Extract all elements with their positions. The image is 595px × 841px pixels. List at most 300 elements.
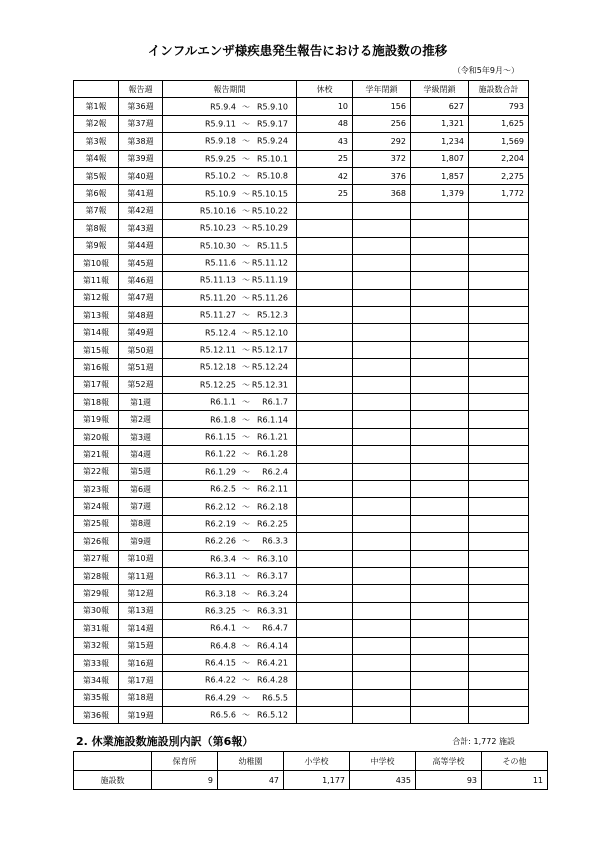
class-closure-count	[411, 289, 469, 306]
period-tilde: ～	[242, 519, 250, 529]
period-tilde: ～	[242, 258, 250, 268]
class-closure-count	[411, 359, 469, 376]
table-row	[74, 167, 529, 184]
report-week: 第16週	[119, 654, 163, 671]
closure-count: 10	[297, 98, 353, 115]
period-end: R5.11.19	[251, 275, 288, 285]
class-closure-count	[411, 637, 469, 654]
report-week: 第2週	[119, 411, 163, 428]
grade-closure-count	[353, 428, 411, 445]
period-end: R6.3.31	[256, 606, 288, 616]
report-number: 第20報	[74, 428, 119, 445]
total-count	[469, 289, 529, 306]
facility-header-junior-high: 中学校	[350, 752, 416, 771]
report-period	[163, 585, 297, 602]
period-tilde: ～	[242, 223, 250, 233]
header-grade-closure: 学年閉鎖	[353, 81, 411, 98]
period-start: R6.3.4	[210, 554, 236, 564]
grade-closure-count: 292	[353, 133, 411, 150]
report-number: 第6報	[74, 185, 119, 202]
period-end: R6.3.10	[256, 554, 288, 564]
period-tilde: ～	[242, 362, 250, 372]
closure-count	[297, 672, 353, 689]
period-start: R5.10.2	[204, 171, 236, 181]
period-tilde: ～	[242, 171, 250, 181]
closure-count	[297, 707, 353, 724]
closure-count	[297, 515, 353, 532]
period-start: R5.12.11	[199, 345, 236, 355]
period-start: R6.2.19	[204, 519, 236, 529]
report-period	[163, 220, 297, 237]
table-row	[74, 672, 529, 689]
period-start: R5.12.18	[199, 362, 236, 372]
table-row	[74, 376, 529, 393]
report-period	[163, 567, 297, 584]
report-number: 第16報	[74, 359, 119, 376]
header-class-closure: 学級閉鎖	[411, 81, 469, 98]
period-tilde: ～	[242, 589, 250, 599]
report-week: 第36週	[119, 98, 163, 115]
report-number: 第27報	[74, 550, 119, 567]
class-closure-count	[411, 272, 469, 289]
report-week: 第37週	[119, 115, 163, 132]
period-tilde: ～	[242, 136, 250, 146]
total-count	[469, 672, 529, 689]
table-row	[74, 185, 529, 202]
report-number: 第14報	[74, 324, 119, 341]
class-closure-count	[411, 220, 469, 237]
facility-header-high-school: 高等学校	[416, 752, 482, 771]
period-start: R5.10.16	[199, 206, 236, 216]
report-number: 第29報	[74, 585, 119, 602]
period-start: R6.4.29	[204, 693, 236, 703]
report-number: 第28報	[74, 567, 119, 584]
period-start: R5.9.11	[204, 119, 236, 129]
grade-closure-count	[353, 637, 411, 654]
report-number: 第4報	[74, 150, 119, 167]
total-count	[469, 567, 529, 584]
report-week: 第39週	[119, 150, 163, 167]
period-end: R6.4.21	[256, 658, 288, 668]
period-tilde: ～	[242, 189, 250, 199]
report-week: 第14週	[119, 620, 163, 637]
class-closure-count	[411, 602, 469, 619]
period-end: R5.10.8	[256, 171, 288, 181]
report-number: 第12報	[74, 289, 119, 306]
period-end: R6.1.21	[256, 432, 288, 442]
report-week: 第10週	[119, 550, 163, 567]
period-start: R5.9.25	[204, 154, 236, 164]
period-tilde: ～	[242, 328, 250, 338]
class-closure-count	[411, 533, 469, 550]
closure-count: 48	[297, 115, 353, 132]
period-end: R5.12.31	[251, 380, 288, 390]
header-closure: 休校	[297, 81, 353, 98]
total-count	[469, 359, 529, 376]
period-end: R6.5.12	[256, 710, 288, 720]
closure-count: 25	[297, 185, 353, 202]
grade-closure-count: 256	[353, 115, 411, 132]
total-count	[469, 620, 529, 637]
period-end: R6.2.18	[256, 502, 288, 512]
total-count	[469, 272, 529, 289]
total-count	[469, 324, 529, 341]
class-closure-count	[411, 411, 469, 428]
report-period	[163, 115, 297, 132]
period-start: R6.1.1	[210, 397, 236, 407]
closure-count	[297, 498, 353, 515]
grade-closure-count	[353, 515, 411, 532]
class-closure-count	[411, 567, 469, 584]
report-period	[163, 150, 297, 167]
closure-count	[297, 428, 353, 445]
total-unit: 施設	[499, 737, 515, 746]
period-end: R5.10.22	[251, 206, 288, 216]
report-period	[163, 411, 297, 428]
table-row	[74, 289, 529, 306]
header-period: 報告期間	[163, 81, 297, 98]
total-count	[469, 341, 529, 358]
period-end: R5.12.17	[251, 345, 288, 355]
report-number: 第23報	[74, 480, 119, 497]
closure-count	[297, 480, 353, 497]
report-number: 第35報	[74, 689, 119, 706]
period-start: R5.9.18	[204, 136, 236, 146]
grade-closure-count	[353, 620, 411, 637]
class-closure-count: 627	[411, 98, 469, 115]
period-tilde: ～	[242, 432, 250, 442]
period-start: R6.1.8	[210, 415, 236, 425]
report-period	[163, 550, 297, 567]
period-start: R6.4.8	[210, 641, 236, 651]
period-end: R6.2.11	[256, 484, 288, 494]
report-period	[163, 133, 297, 150]
report-week: 第43週	[119, 220, 163, 237]
facility-header-other: その他	[482, 752, 548, 771]
report-number: 第18報	[74, 394, 119, 411]
report-number: 第7報	[74, 202, 119, 219]
class-closure-count	[411, 202, 469, 219]
period-end: R5.12.10	[251, 328, 288, 338]
grade-closure-count	[353, 654, 411, 671]
report-period	[163, 446, 297, 463]
closure-count	[297, 585, 353, 602]
closure-count	[297, 637, 353, 654]
total-count	[469, 480, 529, 497]
table-row	[74, 359, 529, 376]
period-end: R5.11.5	[256, 241, 288, 251]
grade-closure-count: 376	[353, 167, 411, 184]
class-closure-count	[411, 446, 469, 463]
report-week: 第47週	[119, 289, 163, 306]
report-number: 第21報	[74, 446, 119, 463]
closure-count	[297, 341, 353, 358]
class-closure-count	[411, 324, 469, 341]
grade-closure-count	[353, 480, 411, 497]
table-row	[74, 480, 529, 497]
report-period	[163, 237, 297, 254]
period-tilde: ～	[242, 658, 250, 668]
period-tilde: ～	[242, 554, 250, 564]
page-title: インフルエンザ様疾患発生報告における施設数の推移	[147, 43, 448, 58]
period-end: R5.12.24	[251, 362, 288, 372]
period-start: R6.4.1	[210, 623, 236, 633]
period-end: R6.3.17	[256, 571, 288, 581]
report-period	[163, 480, 297, 497]
grade-closure-count	[353, 602, 411, 619]
report-week: 第40週	[119, 167, 163, 184]
table-row	[74, 689, 529, 706]
grade-closure-count	[353, 689, 411, 706]
class-closure-count	[411, 672, 469, 689]
grade-closure-count	[353, 307, 411, 324]
section2-title: 2. 休業施設数施設別内訳（第6報）	[76, 735, 254, 748]
grade-closure-count	[353, 533, 411, 550]
period-tilde: ～	[242, 536, 250, 546]
period-end: R6.1.14	[256, 415, 288, 425]
grade-closure-count	[353, 550, 411, 567]
table-row	[74, 567, 529, 584]
grade-closure-count	[353, 707, 411, 724]
closure-count	[297, 272, 353, 289]
report-week: 第42週	[119, 202, 163, 219]
period-tilde: ～	[242, 415, 250, 425]
report-number: 第8報	[74, 220, 119, 237]
period-start: R5.11.20	[199, 293, 236, 303]
facility-row-label: 施設数	[74, 771, 152, 790]
period-end: R6.4.14	[256, 641, 288, 651]
table-row	[74, 307, 529, 324]
closure-count	[297, 289, 353, 306]
table-row	[74, 550, 529, 567]
period-start: R5.11.13	[199, 275, 236, 285]
report-week: 第50週	[119, 341, 163, 358]
period-end: R6.3.3	[262, 536, 288, 546]
closure-count	[297, 254, 353, 271]
grade-closure-count	[353, 411, 411, 428]
report-number: 第33報	[74, 654, 119, 671]
total-count: 2,275	[469, 167, 529, 184]
report-number: 第17報	[74, 376, 119, 393]
report-period	[163, 394, 297, 411]
class-closure-count: 1,857	[411, 167, 469, 184]
report-period	[163, 254, 297, 271]
table-row	[74, 637, 529, 654]
class-closure-count	[411, 376, 469, 393]
grade-closure-count	[353, 324, 411, 341]
closure-count	[297, 654, 353, 671]
period-start: R5.9.4	[210, 102, 236, 112]
closure-count	[297, 446, 353, 463]
period-tilde: ～	[242, 206, 250, 216]
report-period	[163, 498, 297, 515]
period-end: R6.2.25	[256, 519, 288, 529]
period-start: R5.10.9	[204, 189, 236, 199]
table-row	[74, 98, 529, 115]
period-end: R5.10.15	[251, 189, 288, 199]
report-period	[163, 637, 297, 654]
closure-count: 43	[297, 133, 353, 150]
closure-count: 25	[297, 150, 353, 167]
weekly-report-table	[73, 80, 529, 724]
grade-closure-count: 368	[353, 185, 411, 202]
period-tilde: ～	[242, 571, 250, 581]
class-closure-count	[411, 550, 469, 567]
total-count	[469, 394, 529, 411]
period-end: R5.9.10	[256, 102, 288, 112]
report-number: 第24報	[74, 498, 119, 515]
total-count	[469, 498, 529, 515]
report-number: 第31報	[74, 620, 119, 637]
class-closure-count	[411, 237, 469, 254]
period-tilde: ～	[242, 710, 250, 720]
table-row	[74, 707, 529, 724]
report-period	[163, 707, 297, 724]
class-closure-count	[411, 480, 469, 497]
class-closure-count	[411, 707, 469, 724]
period-tilde: ～	[242, 641, 250, 651]
report-number: 第36報	[74, 707, 119, 724]
facility-value-nursery: 9	[152, 771, 218, 790]
report-week: 第49週	[119, 324, 163, 341]
period-start: R6.1.22	[204, 449, 236, 459]
facility-value-elementary: 1,177	[284, 771, 350, 790]
report-week: 第11週	[119, 567, 163, 584]
period-start: R5.11.6	[204, 258, 236, 268]
period-tilde: ～	[242, 397, 250, 407]
table-row	[74, 498, 529, 515]
class-closure-count	[411, 428, 469, 445]
grade-closure-count	[353, 289, 411, 306]
table-row	[74, 133, 529, 150]
report-week: 第48週	[119, 307, 163, 324]
class-closure-count	[411, 585, 469, 602]
closure-count	[297, 359, 353, 376]
period-tilde: ～	[242, 502, 250, 512]
table-row	[74, 254, 529, 271]
period-tilde: ～	[242, 675, 250, 685]
closure-count	[297, 411, 353, 428]
period-start: R5.12.4	[204, 328, 236, 338]
period-end: R6.3.24	[256, 589, 288, 599]
class-closure-count: 1,321	[411, 115, 469, 132]
total-count	[469, 689, 529, 706]
report-period	[163, 98, 297, 115]
total-count	[469, 428, 529, 445]
facility-value-row	[74, 771, 548, 790]
table-row	[74, 237, 529, 254]
report-week: 第52週	[119, 376, 163, 393]
period-end: R6.2.4	[262, 467, 288, 477]
period-tilde: ～	[242, 241, 250, 251]
report-number: 第32報	[74, 637, 119, 654]
facility-value-kindergarten: 47	[218, 771, 284, 790]
period-start: R6.2.12	[204, 502, 236, 512]
total-count	[469, 654, 529, 671]
period-end: R6.1.28	[256, 449, 288, 459]
report-number: 第10報	[74, 254, 119, 271]
closure-count	[297, 550, 353, 567]
period-end: R6.5.5	[262, 693, 288, 703]
facility-header-nursery: 保育所	[152, 752, 218, 771]
total-count	[469, 707, 529, 724]
table-row	[74, 428, 529, 445]
closure-count	[297, 689, 353, 706]
closure-count	[297, 376, 353, 393]
period-end: R5.12.3	[256, 310, 288, 320]
class-closure-count	[411, 341, 469, 358]
table-row	[74, 272, 529, 289]
total-count	[469, 376, 529, 393]
class-closure-count: 1,807	[411, 150, 469, 167]
table-row	[74, 654, 529, 671]
total-count	[469, 533, 529, 550]
total-count	[469, 463, 529, 480]
period-start: R6.5.6	[210, 710, 236, 720]
period-start: R5.11.27	[199, 310, 236, 320]
total-count	[469, 637, 529, 654]
closure-count	[297, 567, 353, 584]
grade-closure-count	[353, 254, 411, 271]
table-body	[74, 98, 529, 724]
report-week: 第41週	[119, 185, 163, 202]
total-count	[469, 602, 529, 619]
period-tilde: ～	[242, 275, 250, 285]
report-number: 第26報	[74, 533, 119, 550]
report-week: 第51週	[119, 359, 163, 376]
period-start: R6.4.15	[204, 658, 236, 668]
report-number: 第25報	[74, 515, 119, 532]
date-note: （令和5年9月～）	[452, 66, 519, 75]
header-week: 報告週	[119, 81, 163, 98]
closure-count	[297, 533, 353, 550]
period-start: R5.10.23	[199, 223, 236, 233]
report-period	[163, 689, 297, 706]
grade-closure-count	[353, 585, 411, 602]
grade-closure-count	[353, 672, 411, 689]
table-row	[74, 324, 529, 341]
report-period	[163, 376, 297, 393]
report-week: 第9週	[119, 533, 163, 550]
table-row	[74, 411, 529, 428]
header-total: 施設数合計	[469, 81, 529, 98]
total-count	[469, 307, 529, 324]
grade-closure-count	[353, 567, 411, 584]
total-label: 合計:	[452, 737, 471, 746]
report-week: 第18週	[119, 689, 163, 706]
report-number: 第2報	[74, 115, 119, 132]
period-start: R6.1.15	[204, 432, 236, 442]
report-period	[163, 533, 297, 550]
report-number: 第5報	[74, 167, 119, 184]
table-row	[74, 394, 529, 411]
grade-closure-count	[353, 359, 411, 376]
report-number: 第34報	[74, 672, 119, 689]
closure-count: 42	[297, 167, 353, 184]
table-row	[74, 220, 529, 237]
report-number: 第19報	[74, 411, 119, 428]
period-start: R6.3.18	[204, 589, 236, 599]
period-start: R6.3.11	[204, 571, 236, 581]
report-period	[163, 307, 297, 324]
period-tilde: ～	[242, 623, 250, 633]
report-period	[163, 359, 297, 376]
report-period	[163, 620, 297, 637]
closure-count	[297, 307, 353, 324]
grade-closure-count	[353, 237, 411, 254]
class-closure-count	[411, 254, 469, 271]
period-tilde: ～	[242, 154, 250, 164]
